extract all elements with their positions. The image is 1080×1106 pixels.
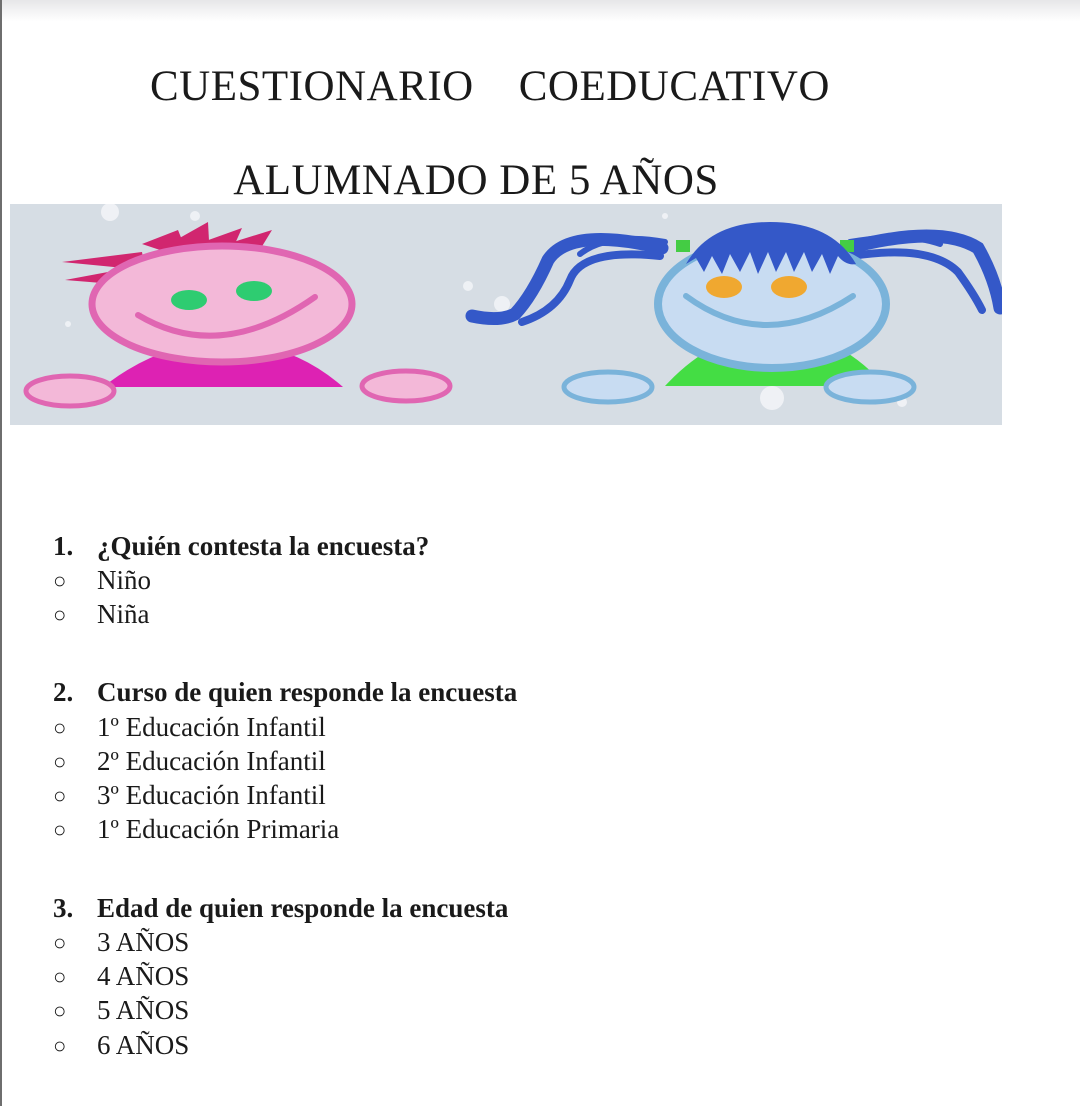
answer-option[interactable]	[53, 746, 326, 777]
answer-option[interactable]	[53, 995, 189, 1026]
answer-option[interactable]	[53, 927, 189, 958]
answer-label: 1º Educación Primaria	[97, 814, 340, 844]
question-text: Curso de quien responde la encuesta	[97, 677, 518, 707]
girl-left-hand	[564, 372, 652, 402]
answer-option[interactable]	[53, 565, 151, 596]
answer-option[interactable]	[53, 814, 339, 845]
radio-circle-icon[interactable]: ○	[53, 963, 67, 989]
girl-left-eye	[706, 276, 742, 298]
question-text: ¿Quién contesta la encuesta?	[97, 531, 430, 561]
answer-option[interactable]	[53, 1030, 189, 1061]
girl-face-icon	[472, 222, 1000, 402]
girl-right-hand	[826, 372, 914, 402]
radio-circle-icon[interactable]: ○	[53, 714, 67, 740]
answer-label: 1º Educación Infantil	[97, 712, 326, 742]
radio-circle-icon[interactable]: ○	[53, 997, 67, 1023]
answer-label: 2º Educación Infantil	[97, 746, 326, 776]
radio-circle-icon[interactable]: ○	[53, 748, 67, 774]
girl-right-eye	[771, 276, 807, 298]
banner-image	[10, 204, 1002, 425]
answer-label: 3º Educación Infantil	[97, 780, 326, 810]
answer-option[interactable]	[53, 712, 326, 743]
answer-label: 3 AÑOS	[97, 927, 190, 957]
answer-option[interactable]	[53, 961, 189, 992]
question-number: 2.	[53, 677, 74, 707]
document-title: CUESTIONARIO COEDUCATIVO	[150, 63, 830, 110]
answer-option[interactable]	[53, 599, 149, 630]
answer-label: Niña	[97, 599, 150, 629]
question-2	[53, 677, 517, 708]
question-1	[53, 531, 429, 562]
boy-left-eye	[171, 290, 207, 310]
question-3	[53, 893, 508, 924]
boy-head	[92, 246, 352, 362]
girl-left-hair-tie	[676, 240, 690, 252]
boy-right-eye	[236, 281, 272, 301]
question-text: Edad de quien responde la encuesta	[97, 893, 509, 923]
boy-left-hand	[26, 376, 114, 406]
radio-circle-icon[interactable]: ○	[53, 567, 67, 593]
radio-circle-icon[interactable]: ○	[53, 816, 67, 842]
answer-label: 6 AÑOS	[97, 1030, 190, 1060]
radio-circle-icon[interactable]: ○	[53, 601, 67, 627]
answer-option[interactable]	[53, 780, 326, 811]
radio-circle-icon[interactable]: ○	[53, 929, 67, 955]
answer-label: Niño	[97, 565, 151, 595]
radio-circle-icon[interactable]: ○	[53, 1032, 67, 1058]
boy-right-hand	[362, 371, 450, 401]
answer-label: 5 AÑOS	[97, 995, 190, 1025]
document-subtitle: ALUMNADO DE 5 AÑOS	[233, 157, 719, 204]
page-top-shadow	[0, 0, 1080, 22]
radio-circle-icon[interactable]: ○	[53, 782, 67, 808]
question-number: 3.	[53, 893, 74, 923]
question-number: 1.	[53, 531, 74, 561]
banner-illustration	[10, 204, 1002, 425]
answer-label: 4 AÑOS	[97, 961, 190, 991]
boy-face-icon	[26, 222, 450, 406]
